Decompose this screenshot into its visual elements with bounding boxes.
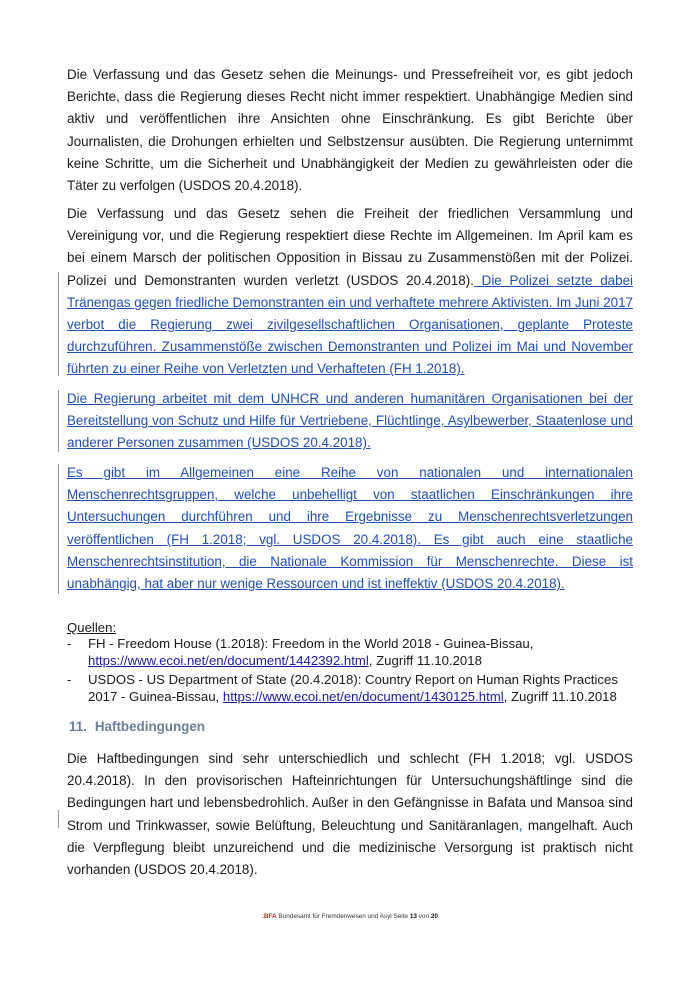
source-suffix: , Zugriff 11.10.2018 <box>503 688 617 704</box>
paragraph-text: mangelhaft. Auch die Verpflegung bleibt unzureichend und die medizinische Versorgung ist praktisch nicht vorhanden (USDOS 20.4.2018). <box>67 817 633 878</box>
section-heading <box>69 719 205 734</box>
paragraph-text: Die Verfassung und das Gesetz sehen die Meinungs- und Pressefreiheit vor, es gibt jedoch Berichte, dass die Regierung dieses Recht nicht immer respektiert. Unabhängige Medien sind aktiv und veröffentlichen ihre Ansichten ohne Einschränkung. Es gibt Berichte über Journalisten, die Drohungen erhielten und Selbstzensur ausübten. Die Regierung unternimmt keine Schritte, um die Sicherheit und Unabhängigkeit der Medien zu gewährleisten oder die Täter zu verfolgen (USDOS 20.4.2018). <box>67 67 633 194</box>
paragraph-assembly <box>67 203 633 381</box>
footer-org: Bundesamt für Fremdenwesen und Asyl Seite <box>276 913 410 920</box>
paragraph-text: Die Verfassung und das Gesetz sehen die Freiheit der friedlichen Versammlung und Vereinigung vor, und die Regierung respektiert diese Rechte im Allgemeinen. Im April kam es bei einem Marsch der politischen Opposition in Bissau zu Zusammenstößen mit der Polizei. Polizei und Demonstranten wurden verletzt (USDOS 20.4.2018). <box>67 206 633 288</box>
section-number: 11. <box>69 719 87 734</box>
sources-label: Quellen: <box>67 620 117 635</box>
source-link[interactable]: https://www.ecoi.net/en/document/1430125.html <box>222 688 504 704</box>
tracked-insertion: Die Polizei setzte dabei Tränengas gegen friedliche Demonstranten ein und verhaftete mehrere Aktivisten. Im Juni 2017 verbot die Regierung zwei zivilgesellschaftlichen Organisationen, geplante Proteste durchzuführen. Zusammenstöße zwischen Demonstranten und Polizei im Mai und November führten zu einer Reihe von Verletzten und Verhafteten (FH 1.2018). <box>67 272 633 377</box>
change-bar <box>58 272 59 376</box>
page-total: 20 <box>430 913 438 920</box>
source-text: FH - Freedom House (1.2018): Freedom in the World 2018 - Guinea-Bissau, <box>88 636 534 651</box>
source-text: USDOS - US Department of State (20.4.2018): Country Report on Human Rights Practices 2017 - Guinea-Bissau, <box>88 672 618 704</box>
paragraph-detention <box>67 748 633 881</box>
paragraph-human-rights-groups <box>67 462 633 595</box>
change-bar <box>58 464 59 594</box>
source-body <box>88 672 648 705</box>
change-bar <box>58 390 59 452</box>
source-suffix: , Zugriff 11.10.2018 <box>368 652 482 668</box>
section-title: Haftbedingungen <box>94 719 205 734</box>
page-footer <box>0 913 700 920</box>
tracked-insertion: Die Regierung arbeitet mit dem UNHCR und anderen humanitären Organisationen bei der Bereitstellung von Schutz und Hilfe für Vertriebene, Flüchtlinge, Asylbewerber, Staatenlose und anderer Personen zusammen (USDOS 20.4.2018). <box>67 391 633 451</box>
tracked-deletion: , <box>518 817 523 833</box>
source-link[interactable]: https://www.ecoi.net/en/document/1442392.html <box>88 652 369 668</box>
bfa-logo: .BFA <box>262 913 277 920</box>
list-dash: - <box>67 636 72 651</box>
page-number: 13 <box>409 913 417 920</box>
list-dash: - <box>67 672 72 687</box>
paragraph-unhcr <box>67 388 633 455</box>
footer-of: von <box>416 913 431 920</box>
change-bar <box>58 810 59 828</box>
tracked-insertion: Es gibt im Allgemeinen eine Reihe von nationalen und internationalen Menschenrechtsgruppen, welche unbehelligt von staatlichen Einschränkungen ihre Untersuchungen durchführen und ihre Ergebnisse zu Menschenrechtsverletzungen veröffentlichen (FH 1.2018; vgl. USDOS 20.4.2018). Es gibt auch eine staatliche Menschenrechtsinstitution, die Nationale Kommission für Menschenrechte. Diese ist unabhängig, hat aber nur wenige Ressourcen und ist ineffektiv (USDOS 20.4.2018). <box>67 465 633 592</box>
source-body <box>88 636 648 669</box>
paragraph-press-freedom <box>67 64 633 197</box>
paragraph-text: Die Haftbedingungen sind sehr unterschiedlich und schlecht (FH 1.2018; vgl. USDOS 20.4.2018). In den provisorischen Hafteinrichtungen für Untersuchungshäftlinge sind die Bedingungen hart und lebensbedrohlich. Außer in den Gefängnisse in Bafata und Mansoa sind Strom und Trinkwasser, sowie Belüftung, Beleuchtung und Sanitäranlagen <box>67 751 633 833</box>
